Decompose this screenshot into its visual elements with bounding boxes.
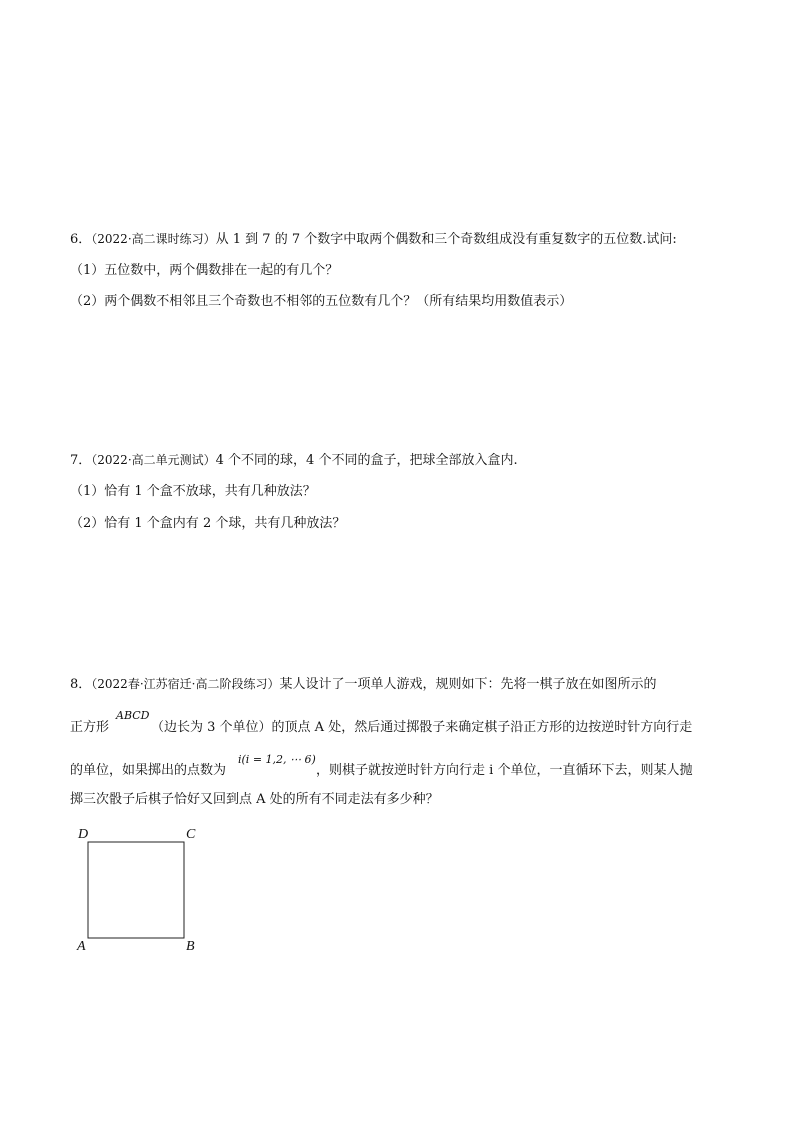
q6-source: （2022·高二课时练习）	[91, 232, 216, 246]
q8-line2-post: （边长为 3 个单位）的顶点 A 处，然后通过掷骰子来确定棋子沿正方形的边按逆时针方向行走	[151, 720, 693, 735]
q6-part2: （2）两个偶数不相邻且三个奇数也不相邻的五位数有几个？（所有结果均用数值表示）	[70, 294, 573, 309]
vertex-label-c: C	[186, 827, 196, 842]
q8-line2-pre: 正方形	[70, 720, 110, 735]
square-abcd	[88, 842, 184, 938]
q8-math-abcd: ABCD	[116, 709, 150, 722]
q7-part2: （2）恰有 1 个盒内有 2 个球，共有几种放法？	[70, 516, 346, 531]
q7-stem: 4 个不同的球，4 个不同的盒子，把球全部放入盒内.	[215, 453, 518, 468]
q7-source: （2022·高二单元测试）	[91, 453, 216, 467]
q8-line3-post: ，则棋子就按逆时针方向行走 i 个单位，一直循环下去，则某人抛	[316, 763, 693, 778]
q8-line4: 掷三次骰子后棋子恰好又回到点 A 处的所有不同走法有多少种？	[70, 792, 439, 807]
vertex-label-b: B	[186, 939, 195, 954]
q7-number: 7．	[70, 453, 92, 468]
square-figure	[70, 820, 210, 960]
q6-part1: （1）五位数中，两个偶数排在一起的有几个？	[70, 263, 339, 278]
q8-math-i: i(i = 1,2, ⋯ 6)	[238, 753, 316, 766]
vertex-label-a: A	[77, 939, 86, 954]
vertex-label-d: D	[78, 827, 89, 842]
q8-source: （2022春·江苏宿迁·高二阶段练习）	[91, 677, 280, 691]
q7-line1	[70, 451, 518, 470]
q6-number: 6．	[70, 232, 92, 247]
q6-stem: 从 1 到 7 的 7 个数字中取两个偶数和三个奇数组成没有重复数字的五位数.试问:	[215, 232, 677, 247]
q8-line1	[70, 675, 656, 694]
square-diagram	[70, 820, 210, 960]
q8-line1-text: 某人设计了一项单人游戏，规则如下：先将一棋子放在如图所示的	[279, 677, 657, 692]
q8-line2	[70, 719, 692, 737]
q8-line3-pre: 的单位，如果掷出的点数为	[70, 763, 227, 778]
q8-line3	[70, 762, 692, 780]
q7-part1: （1）恰有 1 个盒不放球，共有几种放法？	[70, 484, 316, 499]
q8-number: 8．	[70, 677, 92, 692]
q6-line1	[70, 230, 677, 249]
